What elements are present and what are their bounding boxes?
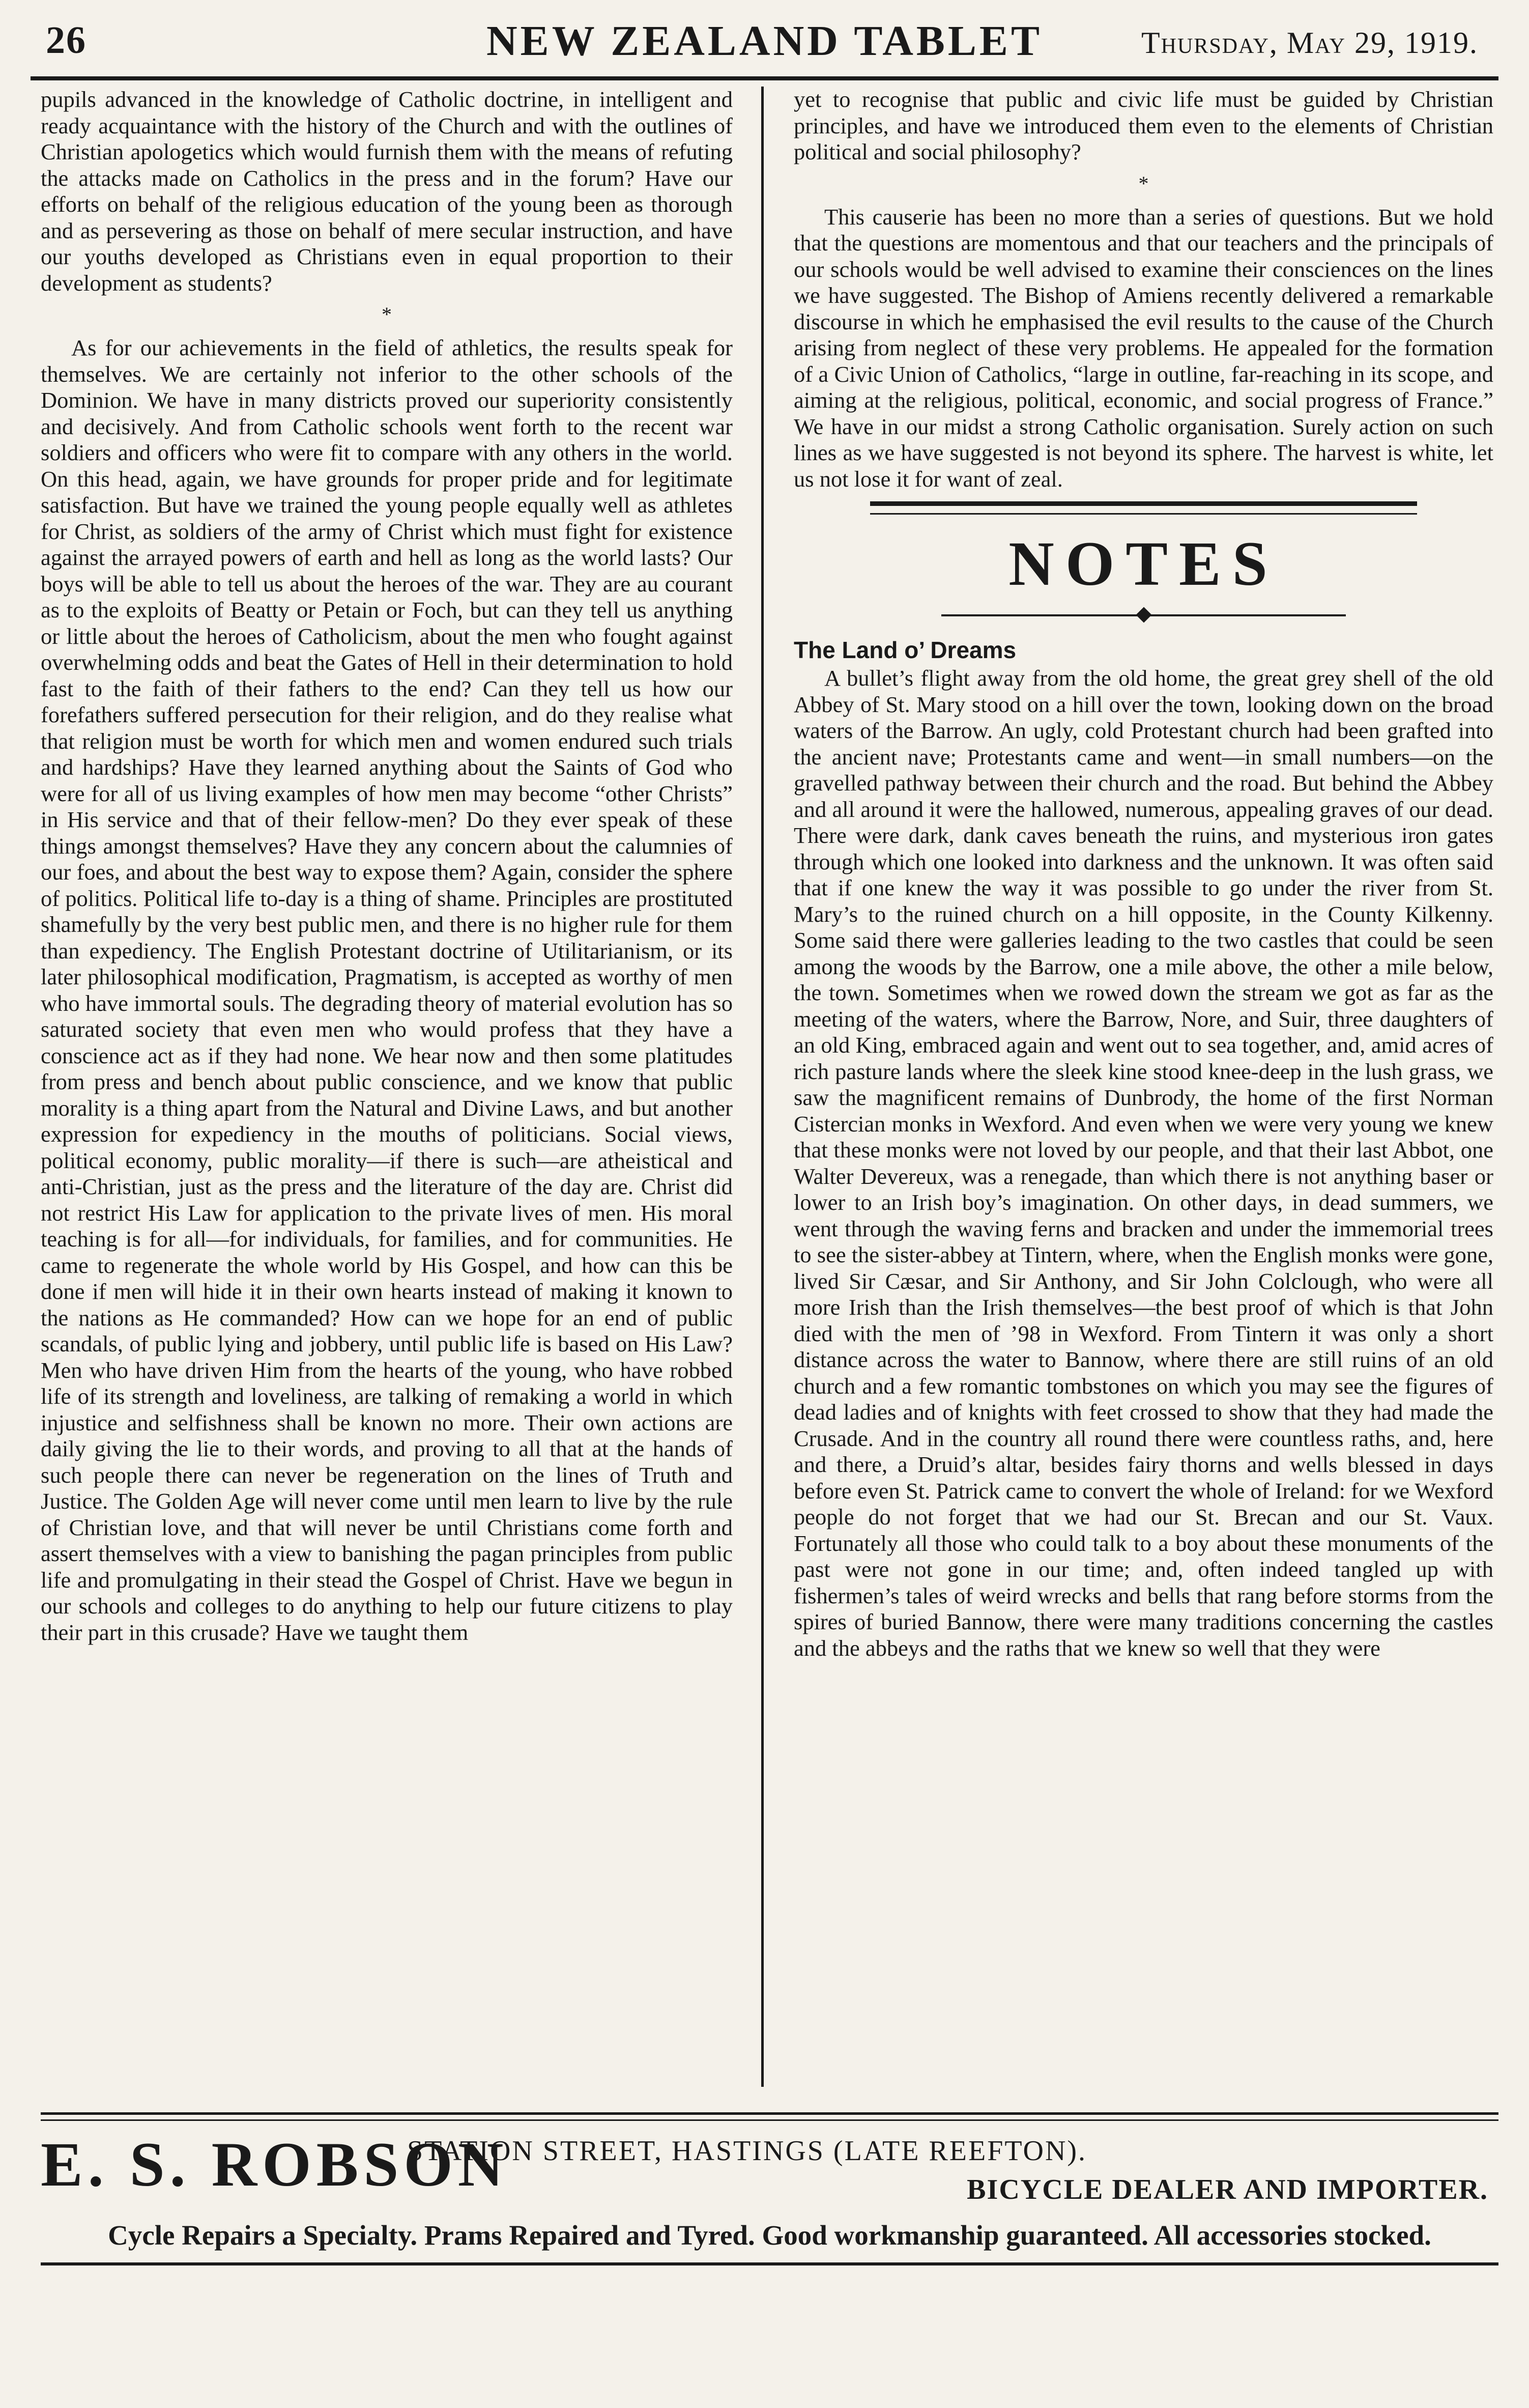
advertiser-services: Cycle Repairs a Specialty. Prams Repaired and Tyred. Good workmanship guaranteed. All accessories stocked. [108,2220,1431,2251]
header-rule [31,76,1498,80]
right-column [794,87,1493,2092]
advertiser-trade: BICYCLE DEALER AND IMPORTER. [967,2174,1488,2205]
advertisement [41,2112,1498,2397]
section-star-divider: * [1138,172,1149,195]
advertiser-address: STATION STREET, HASTINGS (LATE REEFTON). [407,2135,1087,2167]
ad-rule [41,2119,1498,2121]
diamond-ornament [941,605,1346,626]
left-paragraph-1: pupils advanced in the knowledge of Catholic doctrine, in intelligent and ready acquaintance with the history of the Church and with the outlines of Christian apologetics which would furnish them with the means of refuting the attacks made on Catholics in the press and in the forum? Have our efforts on behalf of the religious education of the young been as thorough and as persevering as those on behalf of mere secular instruction, and have our youths developed as Christians even in equal proportion to their development as students? [41,87,733,296]
left-paragraph-2: As for our achievements in the field of athletics, the results speak for themselves. We are certainly not inferior to the other schools of the Dominion. We have in many districts proved our superiority consistently and decisively. And from Catholic schools went forth to the recent war soldiers and officers who were fit to compare with any others in the world. On this head, again, we have grounds for proper pride and for legitimate satisfaction. But have we trained the young people equally well as athletes for Christ, as soldiers of the army of Christ which must fight for existence against the arrayed powers of earth and hell as long as the world lasts? Our boys will be able to tell us about the heroes of the war. They are au courant as to the exploits of Beatty or Petain or Foch, but can they tell us anything or little about the heroes of Catholicism, about the men who fought against overwhelming odds and beat the Gates of Hell in their determination to hold fast to the faith of their fathers to the end? Can they tell us how our forefathers suffered persecution for their religion, and do they realise what that religion must be worth for which men and women endured such trials and hardships? Have they learned anything about the Saints of God who were for all of us living examples of how men may become “other Christs” in His service and that of their fellow-men? Do they ever speak of these things amongst themselves? Have they any concern about the calumnies of our foes, and about the best way to expose them? Again, consider the sphere of politics. Political life to-day is a thing of shame. Principles are prostituted shamefully by the very best public men, and there is no higher rule for them than expediency. The English Protestant doctrine of Utilitarianism, or its later philosophical modification, Pragmatism, is accepted as worthy of men who have immortal souls. The degrading theory of material evolution has so saturated society that even men who would profess that they have a conscience act as if they had none. We hear now and then some platitudes from press and bench about public conscience, and we know that public morality is a thing apart from the Natural and Divine Laws, and but another expression for expediency in the mouths of politicians. Social views, political economy, public morality—if there is such—are atheistical and anti-Christian, just as the press and the literature of the day are. Christ did not restrict His Law for application to the private lives of men. His moral teaching is for all—for individuals, for families, and for communities. He came to regenerate the whole world by His Gospel, and how can this be done if men will hide it in their own hearts instead of making it known to the nations as He commanded? How can we hope for an end of public scandals, of public lying and jobbery, until public life is based on His Law? Men who have driven Him from the hearts of the young, who have robbed life of its strength and loveliness, are talking of remaking a world in which injustice and selfishness shall be known no more. Their own actions are daily giving the lie to their words, and proving to all that at the hands of such people there can never be regeneration on the lines of Truth and Justice. The Golden Age will never come until men learn to live by the rule of Christian love, and that will never be until Christians come forth and assert themselves with a view to banishing the pagan principles from public life and promulgating in their stead the Gospel of Christ. Have we begun in our schools and colleges to do anything to help our future citizens to play their part in this crusade? Have we taught them [41,335,733,1645]
page-header [31,14,1498,75]
advertiser-name: E. S. ROBSON [41,2130,509,2199]
right-paragraph-1: yet to recognise that public and civic life must be guided by Christian principles, and have we introduced them even to the elements of Christian political and social philosophy? [794,87,1493,164]
ad-rule [41,2262,1498,2265]
issue-date: Thursday, May 29, 1919. [1141,26,1478,60]
left-column [41,87,733,2092]
section-star-divider: * [382,303,392,326]
section-heading: The Land o’ Dreams [794,637,1017,663]
right-paragraph-2: This causerie has been no more than a series of questions. But we hold that the questions are momentous and that our teachers and the principals of our schools would be well advised to examine their consciences on the lines we have suggested. The Bishop of Amiens recently delivered a remarkable discourse in which he emphasised the evil results to the cause of the Church arising from neglect of these very problems. He appealed for the formation of a Civic Union of Catholics, “large in outline, far-reaching in its scope, and aiming at the religious, political, economic, and social progress of France.” We have in our midst a strong Catholic organisation. Surely action on such lines as we have suggested is not beyond its sphere. The harvest is white, let us not lose it for want of zeal. [794,204,1493,492]
right-paragraph-3: A bullet’s flight away from the old home, the great grey shell of the old Abbey of St. Mary stood on a hill over the town, looking down on the broad waters of the Barrow. An ugly, cold Protestant church had been grafted into the ancient nave; Protestants came and went—in small numbers—on the gravelled pathway between their church and the road. But behind the Abbey and all around it were the hallowed, numerous, appealing graves of our dead. There were dark, dank caves beneath the ruins, and mysterious iron gates through which one looked into darkness and the unknown. It was often said that if one knew the way it was possible to go under the river from St. Mary’s to the ruined church on a hill opposite, in the County Kilkenny. Some said there were galleries leading to the two castles that could be seen among the woods by the Barrow, one a mile above, the other a mile below, the town. Sometimes when we rowed down the stream we got as far as the meeting of the waters, where the Barrow, Nore, and Suir, three daughters of an old King, embraced again and went out to sea together, and, amid acres of rich pasture lands where the sleek kine stood knee-deep in the lush grass, we saw the magnificent remains of Dunbrody, the home of the first Norman Cistercian monks in Wexford. And even when we were very young we knew that these monks were not loved by our people, and that their last Abbot, one Walter Devereux, was a renegade, than which there is not anything baser or lower to an Irish boy’s imagination. On other days, in dead summers, we went through the waving ferns and bracken and under the immemorial trees to see the sister-abbey at Tintern, where, when the English monks were gone, lived Sir Cæsar, and Sir Anthony, and Sir John Colclough, who were all more Irish than the Irish themselves—the best proof of which is that John died with the men of ’98 in Wexford. From Tintern it was only a short distance across the water to Bannow, where there are still ruins of an old church and a few romantic tombstones on which you may see the figures of dead ladies and of knights with feet crossed to show that they had made the Crusade. And in the country all round there were countless raths, and, here and there, a Druid’s altar, besides fairy thorns and wells blessed in days before even St. Patrick came to convert the whole of Ireland: for we Wexford people do not forget that we had our St. Brecan and our St. Vaux. Fortunately all those who could talk to a boy about these monuments of the past were not gone in our time; and, often indeed tangled up with fishermen’s tales of weird wrecks and bells that rang before storms from the spires of buried Bannow, there were many traditions concerning the castles and the abbeys and the raths that we knew so well that they were [794,665,1493,1661]
masthead-title: NEW ZEALAND TABLET [486,17,1043,65]
column-divider [761,87,764,2087]
ad-rule [41,2112,1498,2115]
notes-rule-thin [870,513,1417,515]
notes-rule-thick [870,501,1417,506]
diamond-icon [1136,607,1151,622]
notes-title: NOTES [1008,529,1279,599]
page-number: 26 [46,19,86,62]
notes-heading-block [794,501,1493,626]
